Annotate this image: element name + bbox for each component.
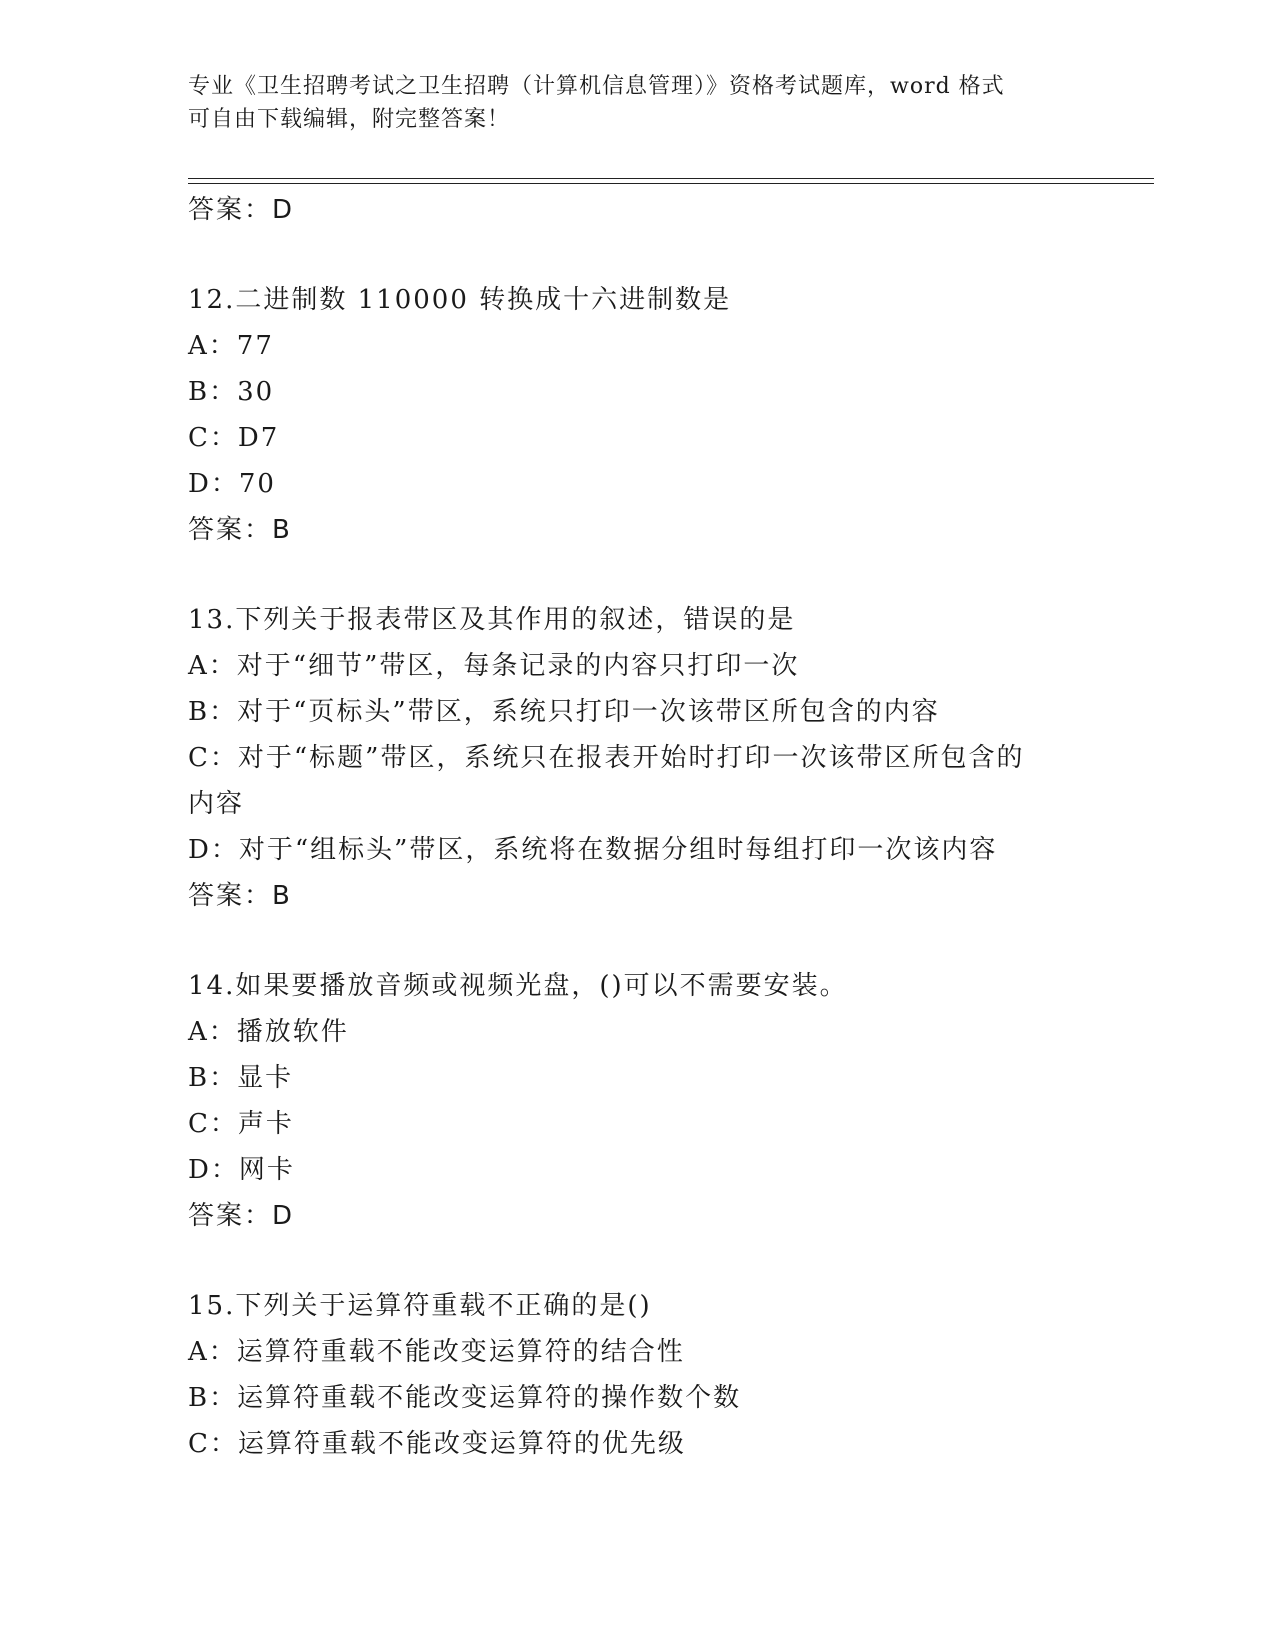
option-b: B：显卡 (188, 1063, 294, 1093)
option-d: D：70 (188, 469, 276, 499)
option-a: A：对于“细节”带区，每条记录的内容只打印一次 (188, 651, 800, 681)
option-d: D：对于“组标头”带区，系统将在数据分组时每组打印一次该内容 (188, 835, 998, 865)
header-rule-bottom (188, 183, 1154, 184)
document-header (188, 70, 1088, 136)
question-15 (188, 1283, 1088, 1467)
header-line-1: 专业《卫生招聘考试之卫生招聘（计算机信息管理）》资格考试题库，word 格式 (188, 74, 1005, 99)
question-13 (188, 597, 1088, 919)
option-c: C：运算符重载不能改变运算符的优先级 (188, 1429, 686, 1459)
question-12 (188, 277, 1088, 553)
option-a: A：运算符重载不能改变运算符的结合性 (188, 1337, 685, 1367)
question-title: 14.如果要播放音频或视频光盘，()可以不需要安装。 (188, 971, 848, 1001)
question-title: 13.下列关于报表带区及其作用的叙述，错误的是 (188, 605, 796, 635)
option-b: B：30 (188, 377, 275, 407)
option-b: B：运算符重载不能改变运算符的操作数个数 (188, 1383, 742, 1413)
option-d: D：网卡 (188, 1155, 295, 1185)
option-c-continued: 内容 (188, 789, 245, 819)
option-c: C：对于“标题”带区，系统只在报表开始时打印一次该带区所包含的 (188, 743, 1025, 773)
answer: 答案：D (188, 1201, 295, 1231)
option-a: A：播放软件 (188, 1017, 349, 1047)
option-a: A：77 (188, 331, 274, 361)
question-title: 15.下列关于运算符重载不正确的是() (188, 1291, 652, 1321)
answer: 答案：B (188, 515, 292, 545)
option-c: C：声卡 (188, 1109, 294, 1139)
header-rule-top (188, 178, 1154, 179)
answer: 答案：B (188, 881, 292, 911)
question-list (188, 187, 1088, 1467)
question-14 (188, 963, 1088, 1239)
header-line-2: 可自由下载编辑，附完整答案！ (188, 107, 511, 132)
previous-answer: 答案：D (188, 195, 295, 225)
question-title: 12.二进制数 110000 转换成十六进制数是 (188, 285, 732, 315)
option-c: C：D7 (188, 423, 280, 453)
option-b: B：对于“页标头”带区，系统只打印一次该带区所包含的内容 (188, 697, 940, 727)
